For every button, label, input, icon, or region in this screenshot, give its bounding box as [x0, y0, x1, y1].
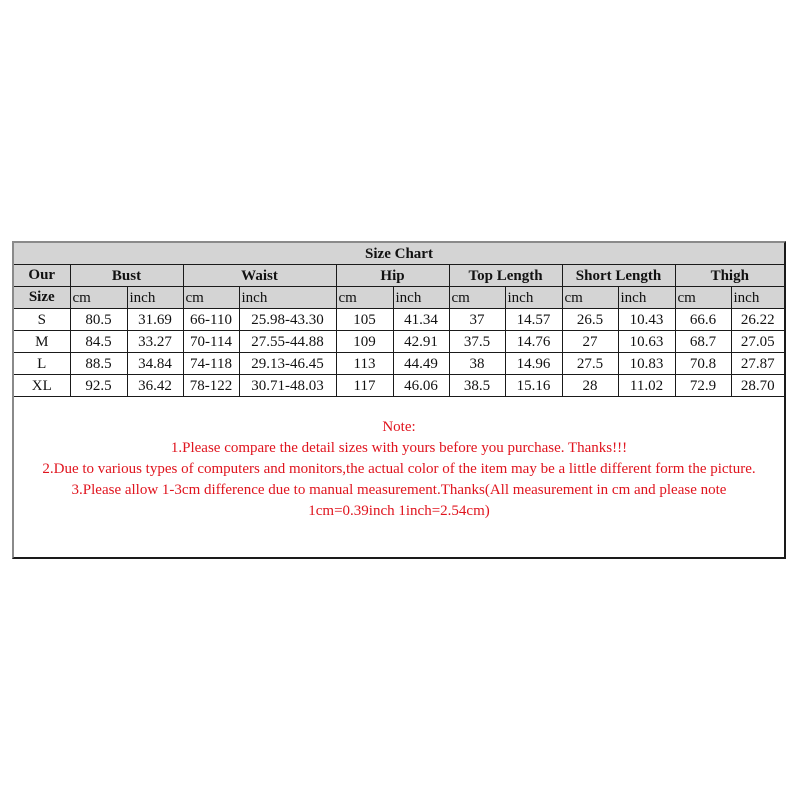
bust-cm: 80.5: [70, 309, 127, 331]
unit-inch: inch: [393, 287, 449, 309]
top-length-inch: 14.96: [505, 353, 562, 375]
table-row: [14, 309, 784, 331]
short-length-cm: 26.5: [562, 309, 618, 331]
top-length-inch: 15.16: [505, 375, 562, 397]
unit-cm: cm: [70, 287, 127, 309]
short-length-inch: 10.83: [618, 353, 675, 375]
top-length-cm: 38.5: [449, 375, 505, 397]
thigh-inch: 27.05: [731, 331, 784, 353]
thigh-cm: 70.8: [675, 353, 731, 375]
size-cell: M: [14, 331, 70, 353]
header-top-length: Top Length: [449, 265, 562, 287]
our-size-label: Our: [14, 265, 70, 287]
bust-cm: 92.5: [70, 375, 127, 397]
unit-cm: cm: [562, 287, 618, 309]
unit-inch: inch: [505, 287, 562, 309]
hip-inch: 44.49: [393, 353, 449, 375]
unit-cm: cm: [675, 287, 731, 309]
hip-inch: 41.34: [393, 309, 449, 331]
thigh-cm: 72.9: [675, 375, 731, 397]
waist-inch: 27.55-44.88: [239, 331, 336, 353]
unit-cm: cm: [449, 287, 505, 309]
header-waist: Waist: [183, 265, 336, 287]
bust-cm: 84.5: [70, 331, 127, 353]
note-heading: Note:: [382, 419, 416, 435]
waist-cm: 78-122: [183, 375, 239, 397]
hip-cm: 117: [336, 375, 393, 397]
header-row-groups: [14, 265, 784, 287]
unit-cm: cm: [183, 287, 239, 309]
unit-inch: inch: [618, 287, 675, 309]
thigh-cm: 68.7: [675, 331, 731, 353]
size-cell: S: [14, 309, 70, 331]
size-cell: L: [14, 353, 70, 375]
size-chart-table: [14, 243, 784, 397]
title-row: [14, 243, 784, 265]
waist-inch: 29.13-46.45: [239, 353, 336, 375]
waist-inch: 30.71-48.03: [239, 375, 336, 397]
size-chart: [12, 241, 786, 559]
bust-inch: 33.27: [127, 331, 183, 353]
hip-cm: 109: [336, 331, 393, 353]
waist-cm: 70-114: [183, 331, 239, 353]
bust-cm: 88.5: [70, 353, 127, 375]
hip-inch: 42.91: [393, 331, 449, 353]
short-length-cm: 27: [562, 331, 618, 353]
size-cell: XL: [14, 375, 70, 397]
thigh-inch: 26.22: [731, 309, 784, 331]
hip-inch: 46.06: [393, 375, 449, 397]
notes-section: [14, 397, 784, 557]
thigh-inch: 28.70: [731, 375, 784, 397]
table-row: [14, 353, 784, 375]
short-length-cm: 28: [562, 375, 618, 397]
waist-inch: 25.98-43.30: [239, 309, 336, 331]
header-thigh: Thigh: [675, 265, 784, 287]
bust-inch: 34.84: [127, 353, 183, 375]
unit-cm: cm: [336, 287, 393, 309]
table-row: [14, 331, 784, 353]
unit-inch: inch: [239, 287, 336, 309]
header-row-units: [14, 287, 784, 309]
top-length-inch: 14.57: [505, 309, 562, 331]
hip-cm: 113: [336, 353, 393, 375]
bust-inch: 31.69: [127, 309, 183, 331]
note-line-3: 3.Please allow 1-3cm difference due to manual measurement.Thanks(All measurement in cm and please note 1cm=0.39inch 1inch=2.54cm): [71, 482, 727, 519]
top-length-inch: 14.76: [505, 331, 562, 353]
top-length-cm: 37: [449, 309, 505, 331]
waist-cm: 74-118: [183, 353, 239, 375]
size-label: Size: [14, 287, 70, 309]
header-hip: Hip: [336, 265, 449, 287]
top-length-cm: 37.5: [449, 331, 505, 353]
note-line-2: 2.Due to various types of computers and monitors,the actual color of the item may be a little different form the picture.: [42, 461, 756, 477]
short-length-cm: 27.5: [562, 353, 618, 375]
unit-inch: inch: [731, 287, 784, 309]
short-length-inch: 10.43: [618, 309, 675, 331]
hip-cm: 105: [336, 309, 393, 331]
thigh-cm: 66.6: [675, 309, 731, 331]
unit-inch: inch: [127, 287, 183, 309]
chart-title: Size Chart: [14, 243, 784, 265]
top-length-cm: 38: [449, 353, 505, 375]
table-row: [14, 375, 784, 397]
thigh-inch: 27.87: [731, 353, 784, 375]
header-short-length: Short Length: [562, 265, 675, 287]
bust-inch: 36.42: [127, 375, 183, 397]
short-length-inch: 10.63: [618, 331, 675, 353]
header-bust: Bust: [70, 265, 183, 287]
short-length-inch: 11.02: [618, 375, 675, 397]
waist-cm: 66-110: [183, 309, 239, 331]
note-line-1: 1.Please compare the detail sizes with yours before you purchase. Thanks!!!: [170, 440, 628, 456]
